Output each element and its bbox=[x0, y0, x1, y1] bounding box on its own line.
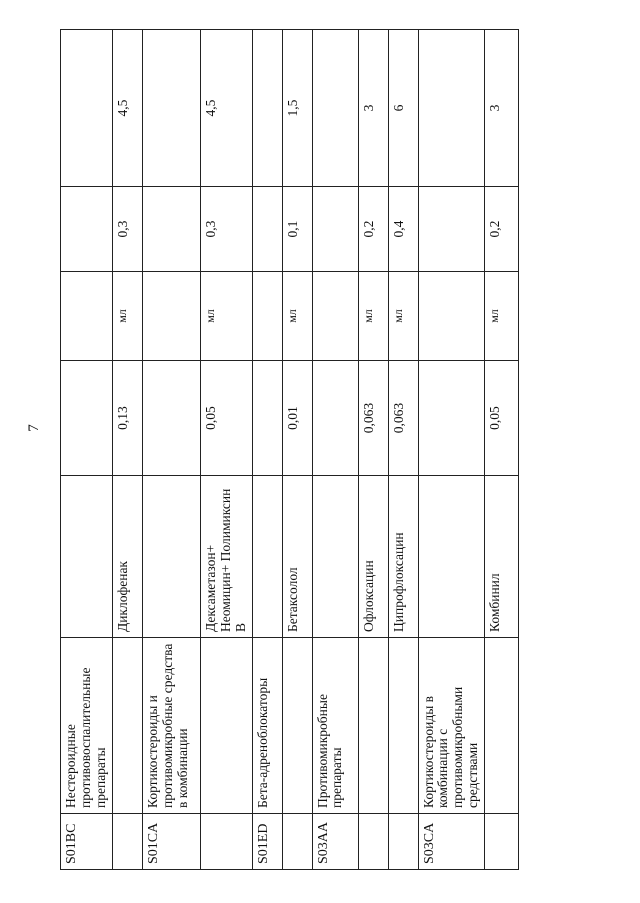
drug-table bbox=[60, 29, 519, 870]
unit-cell: мл bbox=[201, 272, 253, 361]
table-row bbox=[358, 30, 388, 870]
unit-cell: мл bbox=[282, 272, 312, 361]
table-row bbox=[61, 30, 113, 870]
group-name-cell: Бета-адреноблокаторы bbox=[252, 638, 282, 814]
course-dose-cell: 1,5 bbox=[282, 30, 312, 187]
drug-name-cell: Дексаметазон+ Неомицин+ Полимиксин В bbox=[201, 476, 253, 638]
daily-dose-cell: 0,1 bbox=[282, 187, 312, 272]
dose-cell bbox=[61, 361, 113, 476]
course-dose-cell: 4,5 bbox=[113, 30, 143, 187]
group-name-cell bbox=[282, 638, 312, 814]
course-dose-cell: 3 bbox=[484, 30, 518, 187]
unit-cell: мл bbox=[113, 272, 143, 361]
drug-name-cell: Офлоксацин bbox=[358, 476, 388, 638]
group-name-cell: Противомикробные препараты bbox=[312, 638, 358, 814]
atc-code-cell bbox=[282, 814, 312, 870]
drug-name-cell bbox=[312, 476, 358, 638]
daily-dose-cell: 0,3 bbox=[201, 187, 253, 272]
daily-dose-cell bbox=[418, 187, 484, 272]
dose-cell: 0,063 bbox=[358, 361, 388, 476]
group-name-cell: Кортикостероиды в комбинации с противомикробными средствами bbox=[418, 638, 484, 814]
course-dose-cell: 4,5 bbox=[201, 30, 253, 187]
table-row bbox=[113, 30, 143, 870]
dose-cell bbox=[252, 361, 282, 476]
dose-cell bbox=[418, 361, 484, 476]
drug-name-cell: Комбинил bbox=[484, 476, 518, 638]
atc-code-cell bbox=[113, 814, 143, 870]
table-row bbox=[388, 30, 418, 870]
drug-name-cell bbox=[252, 476, 282, 638]
atc-code-cell bbox=[358, 814, 388, 870]
drug-name-cell bbox=[418, 476, 484, 638]
atc-code-cell bbox=[388, 814, 418, 870]
atc-code-cell: S03CA bbox=[418, 814, 484, 870]
rotated-table-container bbox=[60, 30, 500, 870]
unit-cell bbox=[143, 272, 201, 361]
group-name-cell bbox=[388, 638, 418, 814]
unit-cell bbox=[252, 272, 282, 361]
unit-cell: мл bbox=[484, 272, 518, 361]
unit-cell bbox=[312, 272, 358, 361]
unit-cell: мл bbox=[388, 272, 418, 361]
unit-cell: мл bbox=[358, 272, 388, 361]
dose-cell bbox=[312, 361, 358, 476]
course-dose-cell bbox=[418, 30, 484, 187]
course-dose-cell bbox=[61, 30, 113, 187]
daily-dose-cell: 0,2 bbox=[358, 187, 388, 272]
group-name-cell: Нестероидные противовоспалительные препараты bbox=[61, 638, 113, 814]
table-row bbox=[201, 30, 253, 870]
dose-cell: 0,13 bbox=[113, 361, 143, 476]
daily-dose-cell bbox=[252, 187, 282, 272]
drug-name-cell bbox=[61, 476, 113, 638]
table-row bbox=[282, 30, 312, 870]
course-dose-cell: 3 bbox=[358, 30, 388, 187]
group-name-cell bbox=[358, 638, 388, 814]
table-row bbox=[252, 30, 282, 870]
course-dose-cell bbox=[143, 30, 201, 187]
unit-cell bbox=[418, 272, 484, 361]
course-dose-cell: 6 bbox=[388, 30, 418, 187]
atc-code-cell bbox=[484, 814, 518, 870]
dose-cell: 0,05 bbox=[484, 361, 518, 476]
daily-dose-cell bbox=[143, 187, 201, 272]
group-name-cell bbox=[484, 638, 518, 814]
course-dose-cell bbox=[312, 30, 358, 187]
dose-cell bbox=[143, 361, 201, 476]
table-row bbox=[418, 30, 484, 870]
daily-dose-cell: 0,2 bbox=[484, 187, 518, 272]
page-number: 7 bbox=[26, 424, 42, 432]
group-name-cell: Кортикостероиды и противомикробные средства в комбинации bbox=[143, 638, 201, 814]
atc-code-cell: S01BC bbox=[61, 814, 113, 870]
group-name-cell bbox=[113, 638, 143, 814]
atc-code-cell: S01CA bbox=[143, 814, 201, 870]
daily-dose-cell: 0,4 bbox=[388, 187, 418, 272]
group-name-cell bbox=[201, 638, 253, 814]
drug-name-cell: Диклофенак bbox=[113, 476, 143, 638]
daily-dose-cell bbox=[312, 187, 358, 272]
drug-name-cell: Бетаксолол bbox=[282, 476, 312, 638]
daily-dose-cell bbox=[61, 187, 113, 272]
dose-cell: 0,063 bbox=[388, 361, 418, 476]
drug-name-cell: Ципрофлоксацин bbox=[388, 476, 418, 638]
table-row bbox=[484, 30, 518, 870]
atc-code-cell: S01ED bbox=[252, 814, 282, 870]
atc-code-cell: S03AA bbox=[312, 814, 358, 870]
drug-name-cell bbox=[143, 476, 201, 638]
dose-cell: 0,05 bbox=[201, 361, 253, 476]
table-row bbox=[143, 30, 201, 870]
table-row bbox=[312, 30, 358, 870]
daily-dose-cell: 0,3 bbox=[113, 187, 143, 272]
atc-code-cell bbox=[201, 814, 253, 870]
dose-cell: 0,01 bbox=[282, 361, 312, 476]
unit-cell bbox=[61, 272, 113, 361]
course-dose-cell bbox=[252, 30, 282, 187]
